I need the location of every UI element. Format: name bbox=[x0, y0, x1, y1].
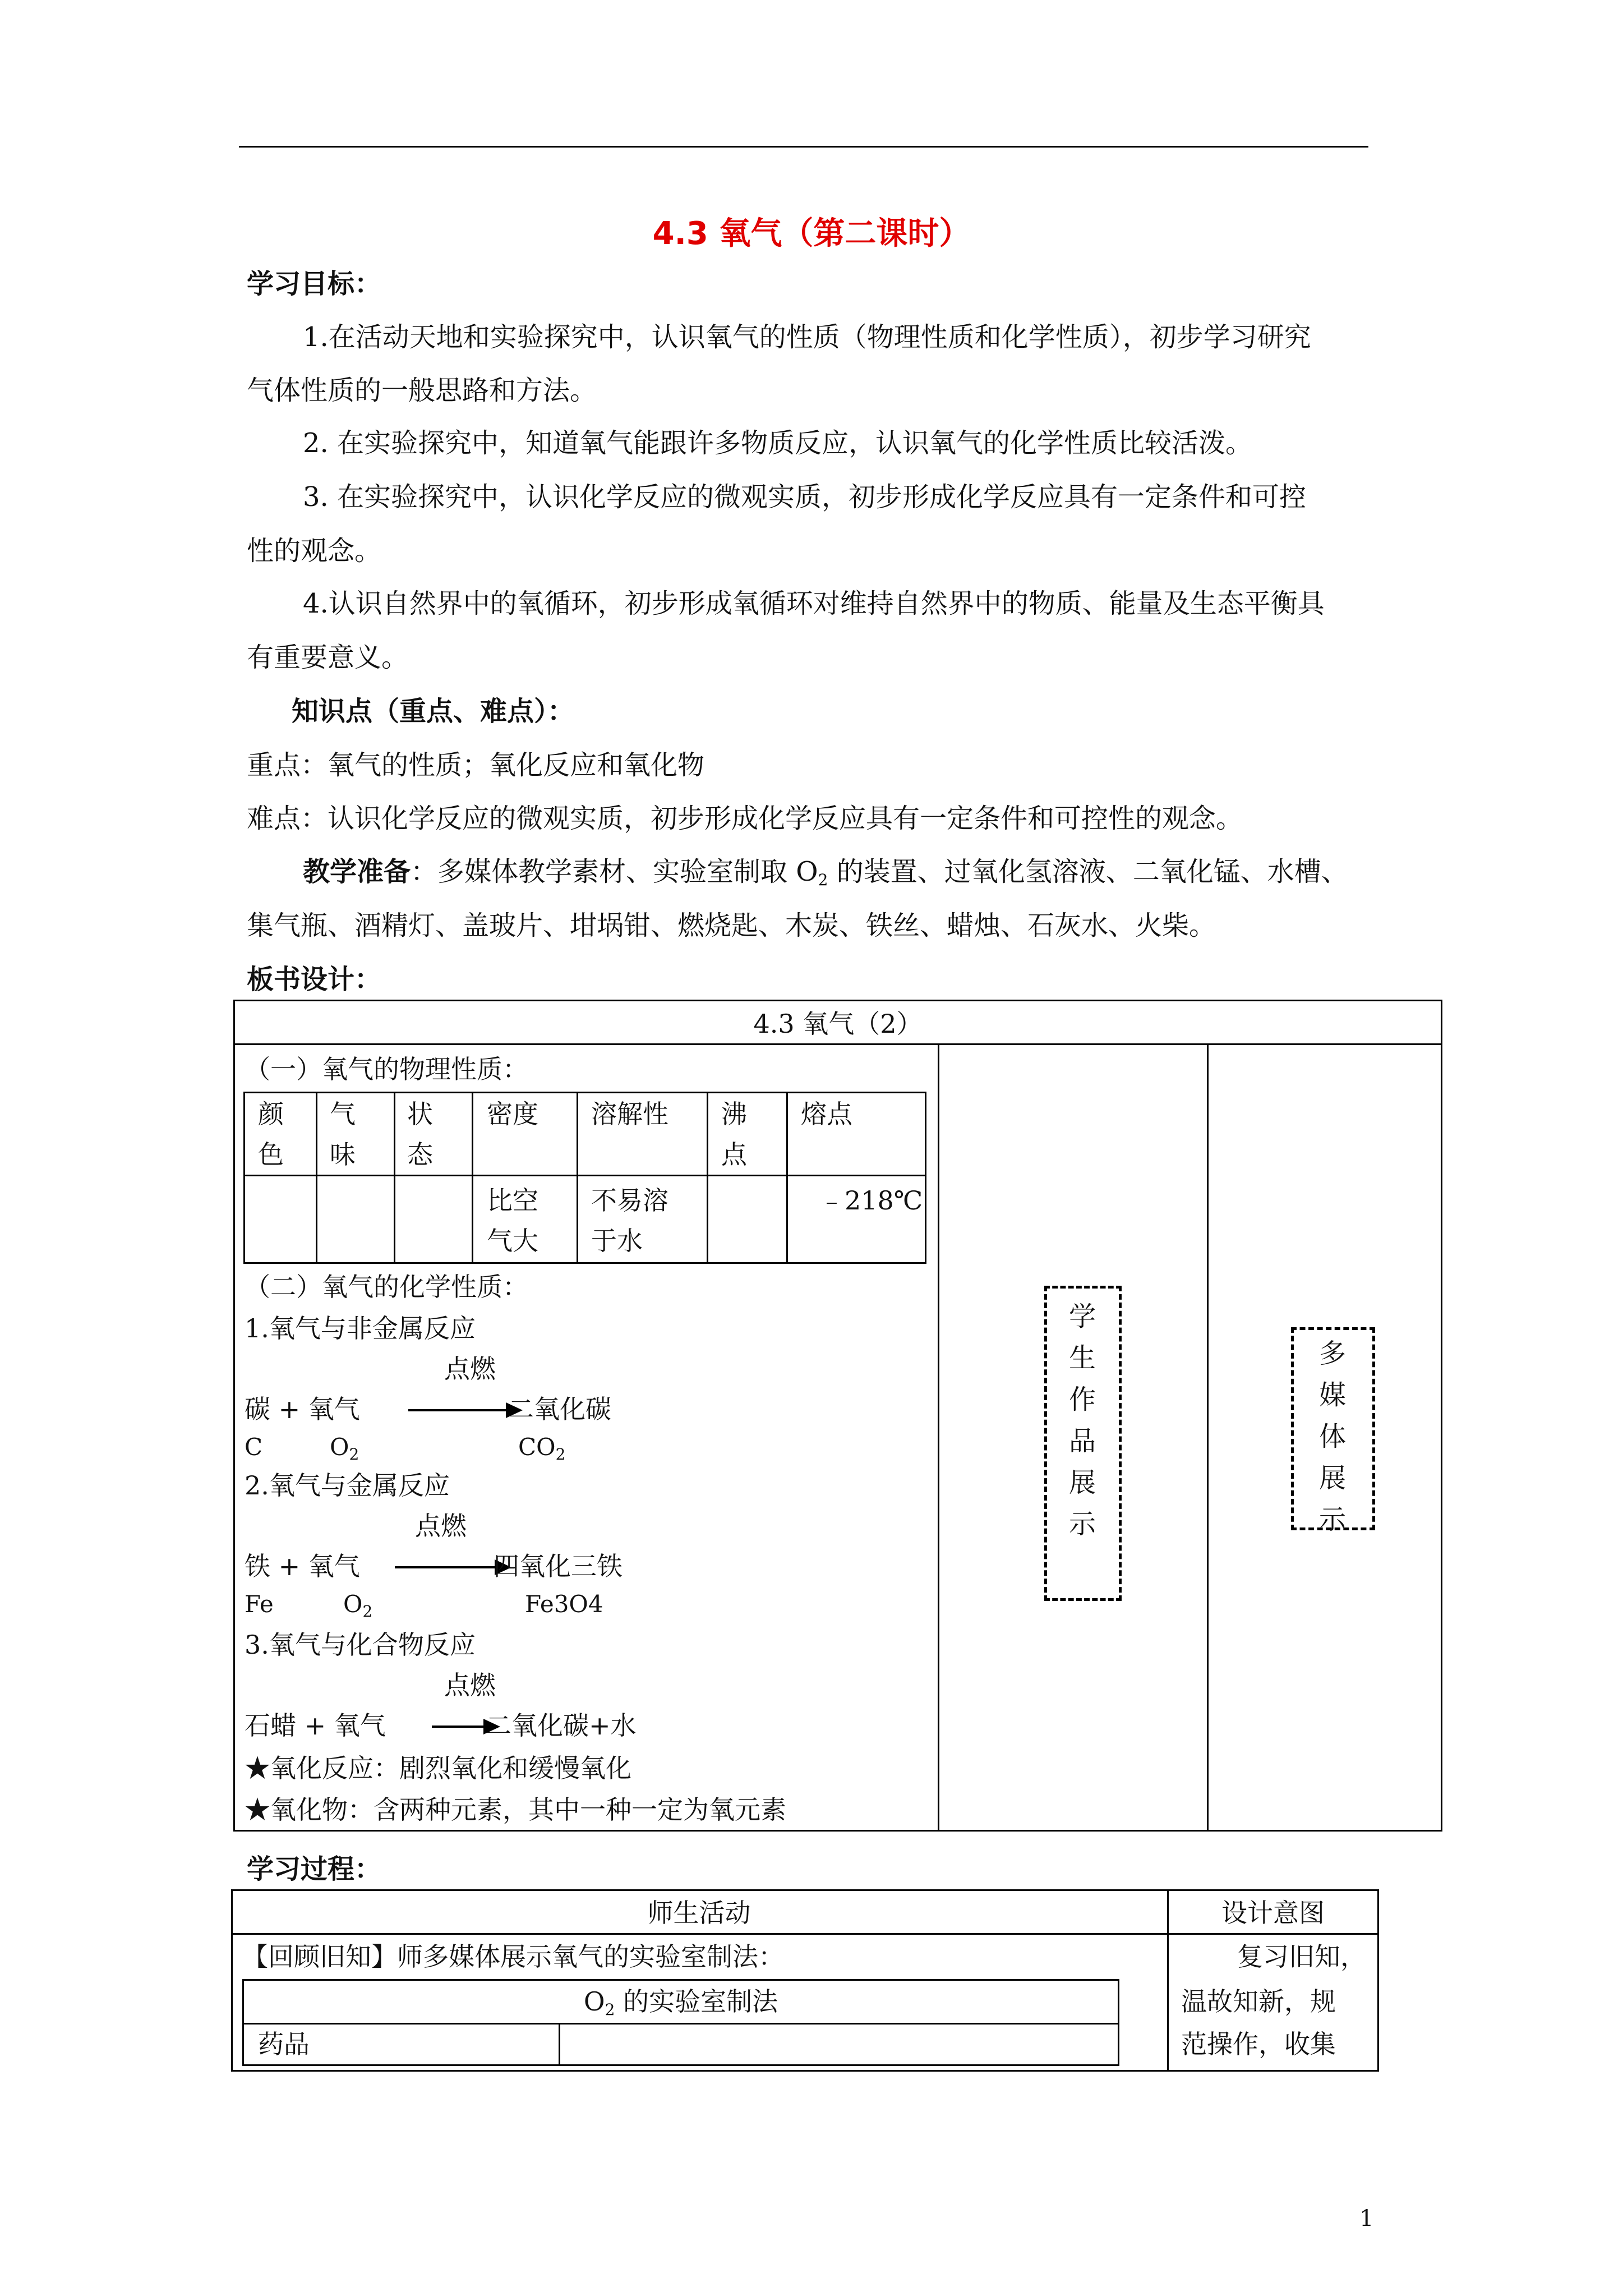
prep-label: 教学准备 bbox=[303, 856, 411, 887]
objectives-heading: 学习目标： bbox=[247, 268, 382, 300]
intent-line-2: 温故知新，规 bbox=[1181, 1986, 1336, 2017]
reaction-2-arrow bbox=[395, 1566, 509, 1568]
reaction-1-arrow bbox=[408, 1409, 520, 1411]
reaction-2-formula-oxygen: $O_2$ bbox=[343, 1590, 373, 1621]
header-state: 状 态 bbox=[407, 1099, 433, 1170]
objective-2-line1: 2. 在实验探究中，知道氧气能跟许多物质反应，认识氧气的化学性质比较活泼。 bbox=[303, 427, 1253, 459]
objective-1-line2: 气体性质的一般思路和方法。 bbox=[247, 375, 597, 406]
reaction-1-condition: 点燃 bbox=[444, 1354, 496, 1384]
prep-line1: 教学准备：多媒体教学素材、实验室制取 $O_2$ 的装置、过氧化氢溶液、二氧化锰、水槽、 bbox=[303, 856, 1348, 889]
reaction-3-reactants: 石蜡 + 氧气 bbox=[245, 1710, 386, 1741]
oxide-note: ★氧化物：含两种元素，其中一种一定为氧元素 bbox=[245, 1795, 786, 1825]
review-text: 【回顾旧知】师多媒体展示氧气的实验室制法： bbox=[242, 1941, 784, 1972]
reaction-2-product: 四氧化三铁 bbox=[494, 1551, 623, 1581]
header-melting-point: 熔点 bbox=[801, 1099, 852, 1129]
prep-line2: 集气瓶、酒精灯、盖玻片、坩埚钳、燃烧匙、木炭、铁丝、蜡烛、石灰水、火柴。 bbox=[247, 910, 1216, 941]
reaction-1-formula-carbon: C bbox=[245, 1433, 263, 1461]
header-odor: 气 味 bbox=[330, 1099, 356, 1170]
objective-1-line1: 1.在活动天地和实验探究中，认识氧气的性质（物理性质和化学性质），初步学习研究 bbox=[303, 321, 1311, 353]
reaction-3-heading: 3.氧气与化合物反应 bbox=[245, 1630, 476, 1660]
header-solubility: 溶解性 bbox=[591, 1099, 668, 1129]
page-title: 4.3 氧气（第二课时） bbox=[652, 215, 971, 252]
reaction-3-condition: 点燃 bbox=[444, 1670, 496, 1700]
header-rule bbox=[239, 146, 1368, 148]
board-heading: 板书设计： bbox=[247, 964, 382, 995]
process-heading: 学习过程： bbox=[247, 1853, 382, 1885]
objective-3-line1: 3. 在实验探究中，认识化学反应的微观实质，初步形成化学反应具有一定条件和可控 bbox=[303, 481, 1307, 513]
multimedia-label: 多 媒 体 展 示 bbox=[1318, 1338, 1346, 1535]
reaction-2-formula-iron: Fe bbox=[245, 1590, 274, 1618]
objective-4-line2: 有重要意义。 bbox=[247, 642, 409, 673]
lab-method-title: $O_2$ 的实验室制法 bbox=[583, 1986, 778, 2019]
keypoints-focus: 重点：氧气的性质；氧化反应和氧化物 bbox=[247, 749, 705, 781]
reaction-2-formula-product: Fe3O4 bbox=[525, 1590, 603, 1618]
keypoints-heading: 知识点（重点、难点）： bbox=[292, 696, 575, 727]
header-color: 颜 色 bbox=[258, 1099, 284, 1170]
intent-line-3: 范操作，收集 bbox=[1181, 2029, 1336, 2059]
reaction-2-heading: 2.氧气与金属反应 bbox=[245, 1470, 450, 1501]
objective-4-line1: 4.认识自然界中的氧循环，初步形成氧循环对维持自然界中的物质、能量及生态平衡具 bbox=[303, 588, 1325, 619]
process-col-activity: 师生活动 bbox=[647, 1898, 751, 1928]
objective-3-line2: 性的观念。 bbox=[247, 535, 382, 567]
reaction-1-heading: 1.氧气与非金属反应 bbox=[245, 1313, 476, 1343]
reaction-1-formula-oxygen: $O_2$ bbox=[330, 1433, 359, 1464]
keypoints-difficulty: 难点：认识化学反应的微观实质，初步形成化学反应具有一定条件和可控性的观念。 bbox=[247, 803, 1243, 834]
value-density: 比空 气大 bbox=[487, 1185, 538, 1256]
page-number: 1 bbox=[1359, 2206, 1374, 2231]
chemical-properties-heading: （二）氧气的化学性质： bbox=[245, 1272, 528, 1302]
reaction-3-product: 二氧化碳+水 bbox=[486, 1710, 637, 1741]
reaction-2-condition: 点燃 bbox=[415, 1511, 467, 1541]
process-col-intent: 设计意图 bbox=[1221, 1898, 1325, 1928]
lab-method-reagents-label: 药品 bbox=[258, 2029, 310, 2059]
physical-properties-heading: （一）氧气的物理性质： bbox=[245, 1054, 528, 1084]
header-boiling-point: 沸 点 bbox=[721, 1099, 747, 1170]
reaction-1-formula-product: $CO_2$ bbox=[518, 1433, 566, 1464]
student-work-label: 学 生 作 品 展 示 bbox=[1068, 1301, 1096, 1540]
intent-line-1: 复习旧知， bbox=[1237, 1941, 1366, 1972]
oxidation-note: ★氧化反应：剧烈氧化和缓慢氧化 bbox=[245, 1753, 631, 1783]
value-melting-point: ﹣218℃ bbox=[819, 1185, 923, 1216]
reaction-1-reactants: 碳 + 氧气 bbox=[245, 1394, 360, 1424]
header-density: 密度 bbox=[487, 1099, 538, 1129]
value-solubility: 不易溶 于水 bbox=[591, 1185, 668, 1256]
board-table-title: 4.3 氧气（2） bbox=[753, 1009, 923, 1039]
reaction-1-product: 二氧化碳 bbox=[508, 1394, 611, 1424]
reaction-2-reactants: 铁 + 氧气 bbox=[245, 1551, 360, 1581]
